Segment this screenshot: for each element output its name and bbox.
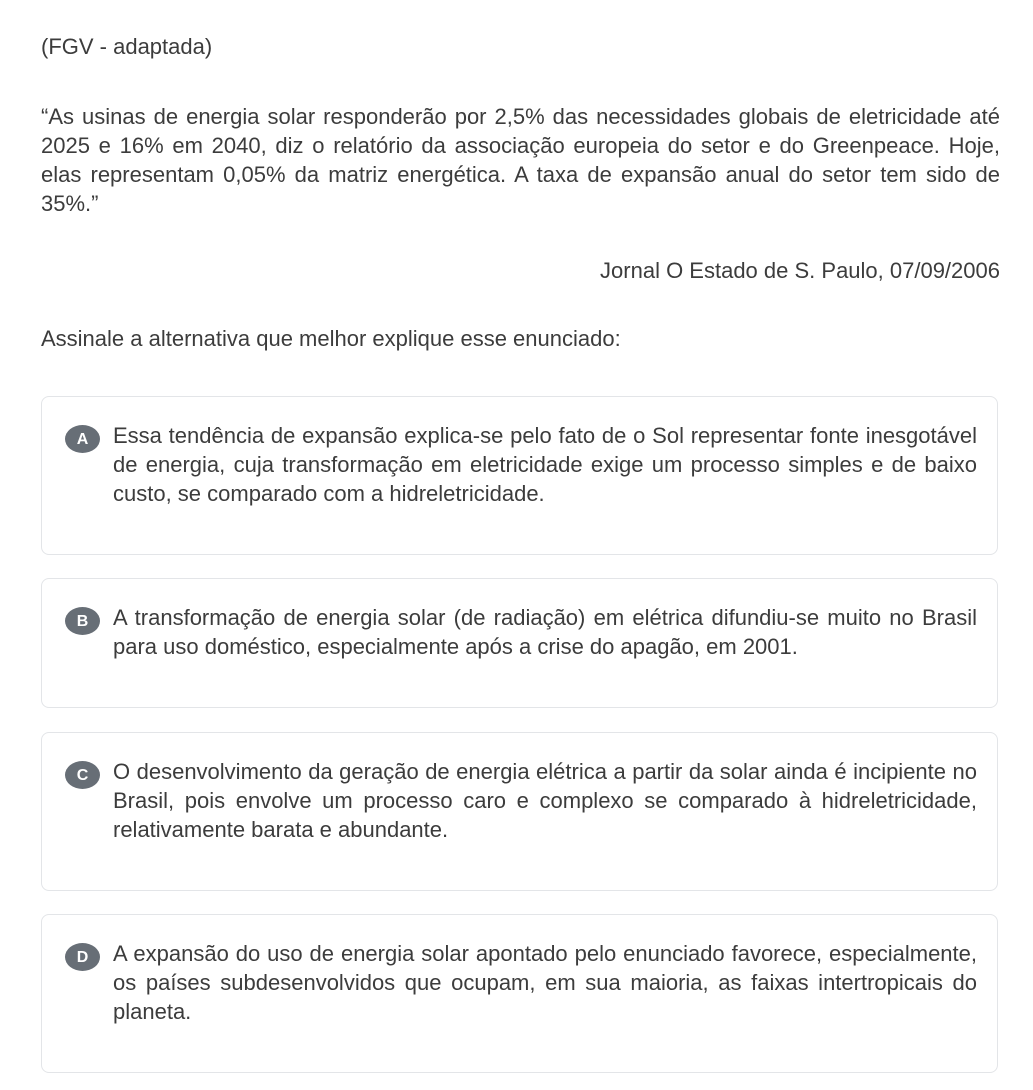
option-d[interactable] (41, 914, 998, 1073)
option-a[interactable] (41, 396, 998, 555)
option-a-text: Essa tendência de expansão explica-se pelo fato de o Sol representar fonte inesgotável de energia, cuja transformação em eletricidade exige um processo simples e de baixo custo, se comparado com a hidreletricidade. (113, 423, 977, 506)
option-b[interactable] (41, 578, 998, 708)
option-b-text: A transformação de energia solar (de radiação) em elétrica difundiu-se muito no Brasil para uso doméstico, especialmente após a crise do apagão, em 2001. (113, 605, 977, 659)
question-source: (FGV - adaptada) (41, 34, 213, 59)
option-d-text: A expansão do uso de energia solar apontado pelo enunciado favorece, especialmente, os países subdesenvolvidos que ocupam, em sua maioria, as faixas intertropicais do planeta. (113, 941, 977, 1024)
option-c[interactable] (41, 732, 998, 891)
question-prompt: Assinale a alternativa que melhor explique esse enunciado: (41, 326, 621, 351)
question-quote: “As usinas de energia solar responderão por 2,5% das necessidades globais de eletricidade até 2025 e 16% em 2040, diz o relatório da associação europeia do setor e do Greenpeace. Hoje, elas representam 0,05% da matriz energética. A taxa de expansão anual do setor tem sido de 35%.” (41, 104, 1000, 216)
option-d-letter-badge: D (65, 943, 100, 971)
option-c-text: O desenvolvimento da geração de energia elétrica a partir da solar ainda é incipiente no Brasil, pois envolve um processo caro e complexo se comparado à hidreletricidade, relativamente barata e abundante. (113, 759, 977, 842)
option-a-letter-badge: A (65, 425, 100, 453)
option-c-letter-badge: C (65, 761, 100, 789)
option-b-letter-badge: B (65, 607, 100, 635)
quote-citation: Jornal O Estado de S. Paulo, 07/09/2006 (600, 258, 1000, 283)
